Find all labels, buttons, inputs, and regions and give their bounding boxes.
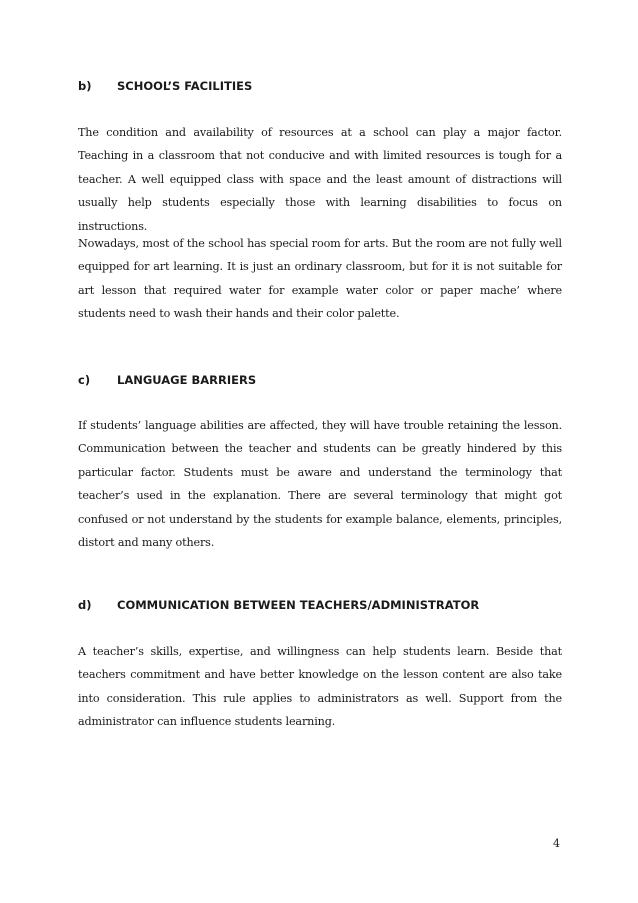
section-title: SCHOOL’S FACILITIES [117, 79, 253, 93]
section-heading-communication [78, 598, 562, 612]
section-letter: b) [78, 79, 92, 93]
section-body-communication [78, 640, 562, 734]
paragraph: A teacher’s skills, expertise, and willingness can help students learn. Beside that teachers commitment and have better knowledge on the lesson content are also take into consideration. This rule applies to administrators as well. Support from the administrator can influence students learning. [78, 645, 562, 729]
section-body-language-barriers [78, 414, 562, 554]
section-letter: c) [78, 373, 91, 387]
section-heading-school-facilities [78, 79, 562, 93]
section-title: COMMUNICATION BETWEEN TEACHERS/ADMINISTRATOR [117, 598, 480, 612]
section-body-school-facilities-2 [78, 232, 562, 326]
section-body-school-facilities [78, 121, 562, 238]
paragraph: The condition and availability of resources at a school can play a major factor. Teaching in a classroom that not conducive and with limited resources is tough for a teacher. A well equipped class with space and the least amount of distractions will usually help students especially those with learning disabilities to focus on instructions. [78, 126, 562, 233]
section-heading-language-barriers [78, 373, 562, 387]
paragraph: Nowadays, most of the school has special room for arts. But the room are not fully well equipped for art learning. It is just an ordinary classroom, but for it is not suitable for art lesson that required water for example water color or paper mache’ where students need to wash their hands and their color palette. [78, 237, 562, 321]
page-number: 4 [553, 837, 560, 850]
section-letter: d) [78, 598, 92, 612]
paragraph: If students’ language abilities are affected, they will have trouble retaining the lesson. Communication between the teacher and students can be greatly hindered by this particular factor. Students must be aware and understand the terminology that teacher’s used in the explanation. There are several terminology that might got confused or not understand by the students for example balance, elements, principles, distort and many others. [78, 419, 562, 550]
section-title: LANGUAGE BARRIERS [117, 373, 257, 387]
